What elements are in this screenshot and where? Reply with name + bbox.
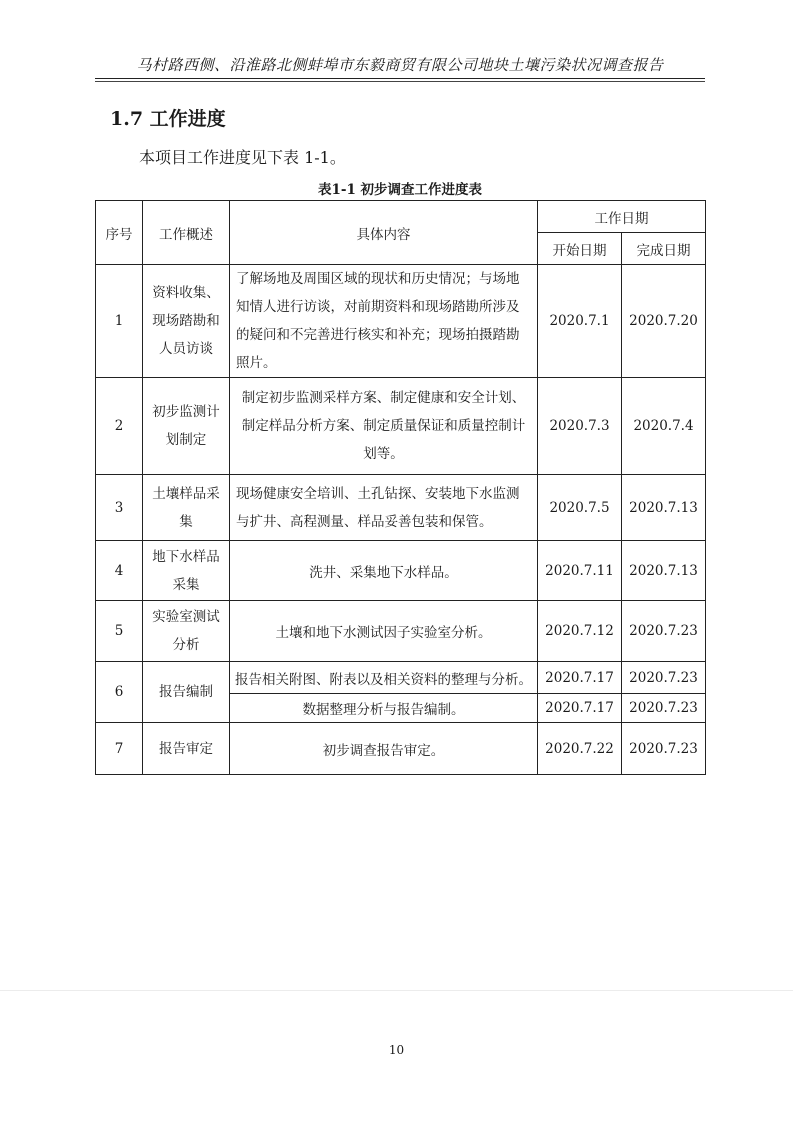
row-start-date: 2020.7.1 xyxy=(538,265,622,378)
row-no: 1 xyxy=(96,265,143,378)
schedule-table xyxy=(95,200,706,775)
row-overview: 报告审定 xyxy=(143,723,230,775)
header-content: 具体内容 xyxy=(230,201,538,265)
row-content: 了解场地及周围区域的现状和历史情况；与场地知情人进行访谈，对前期资料和现场踏勘所涉及的疑问和不完善进行核实和补充；现场拍摄踏勘照片。 xyxy=(230,265,538,378)
row-content: 数据整理分析与报告编制。 xyxy=(230,694,538,723)
row-no: 2 xyxy=(96,378,143,475)
row-start-date: 2020.7.5 xyxy=(538,475,622,541)
header-rule-thick xyxy=(95,78,705,79)
row-no: 7 xyxy=(96,723,143,775)
header-overview: 工作概述 xyxy=(143,201,230,265)
row-end-date: 2020.7.20 xyxy=(622,265,706,378)
header-rule-thin xyxy=(95,81,705,82)
row-start-date: 2020.7.12 xyxy=(538,601,622,662)
row-end-date: 2020.7.4 xyxy=(622,378,706,475)
row-no: 3 xyxy=(96,475,143,541)
row-content: 洗井、采集地下水样品。 xyxy=(230,541,538,601)
row-end-date: 2020.7.13 xyxy=(622,475,706,541)
row-content: 制定初步监测采样方案、制定健康和安全计划、制定样品分析方案、制定质量保证和质量控制计划等。 xyxy=(230,378,538,475)
document-header: 马村路西侧、沿淮路北侧蚌埠市东毅商贸有限公司地块土壤污染状况调查报告 xyxy=(136,56,664,74)
page-divider xyxy=(0,990,793,991)
header-no: 序号 xyxy=(96,201,143,265)
table-row xyxy=(96,723,706,775)
table-row xyxy=(96,541,706,601)
row-start-date: 2020.7.17 xyxy=(538,694,622,723)
page-number: 10 xyxy=(388,1043,405,1057)
section-title: 1.7 工作进度 xyxy=(110,108,226,130)
row-end-date: 2020.7.23 xyxy=(622,723,706,775)
row-start-date: 2020.7.22 xyxy=(538,723,622,775)
table-row xyxy=(96,265,706,378)
row-end-date: 2020.7.23 xyxy=(622,694,706,723)
row-end-date: 2020.7.23 xyxy=(622,601,706,662)
row-start-date: 2020.7.17 xyxy=(538,662,622,694)
row-content: 初步调查报告审定。 xyxy=(230,723,538,775)
row-overview: 资料收集、现场踏勘和人员访谈 xyxy=(143,265,230,378)
header-date: 工作日期 xyxy=(538,201,706,233)
row-no: 4 xyxy=(96,541,143,601)
row-no: 5 xyxy=(96,601,143,662)
table-row xyxy=(96,601,706,662)
row-overview: 土壤样品采集 xyxy=(143,475,230,541)
table-row xyxy=(96,378,706,475)
row-start-date: 2020.7.11 xyxy=(538,541,622,601)
header-start-date: 开始日期 xyxy=(538,233,622,265)
intro-paragraph: 本项目工作进度见下表 1-1。 xyxy=(139,148,346,167)
row-start-date: 2020.7.3 xyxy=(538,378,622,475)
row-overview: 实验室测试分析 xyxy=(143,601,230,662)
row-no: 6 xyxy=(96,662,143,723)
table-row xyxy=(96,662,706,694)
row-end-date: 2020.7.13 xyxy=(622,541,706,601)
table-row xyxy=(96,475,706,541)
row-content: 土壤和地下水测试因子实验室分析。 xyxy=(230,601,538,662)
row-content: 现场健康安全培训、土孔钻探、安装地下水监测与扩井、高程测量、样品妥善包装和保管。 xyxy=(230,475,538,541)
row-overview: 地下水样品采集 xyxy=(143,541,230,601)
header-end-date: 完成日期 xyxy=(622,233,706,265)
row-content: 报告相关附图、附表以及相关资料的整理与分析。 xyxy=(230,662,538,694)
row-overview: 报告编制 xyxy=(143,662,230,723)
table-caption: 表1-1 初步调查工作进度表 xyxy=(317,182,483,198)
row-overview: 初步监测计划制定 xyxy=(143,378,230,475)
row-end-date: 2020.7.23 xyxy=(622,662,706,694)
